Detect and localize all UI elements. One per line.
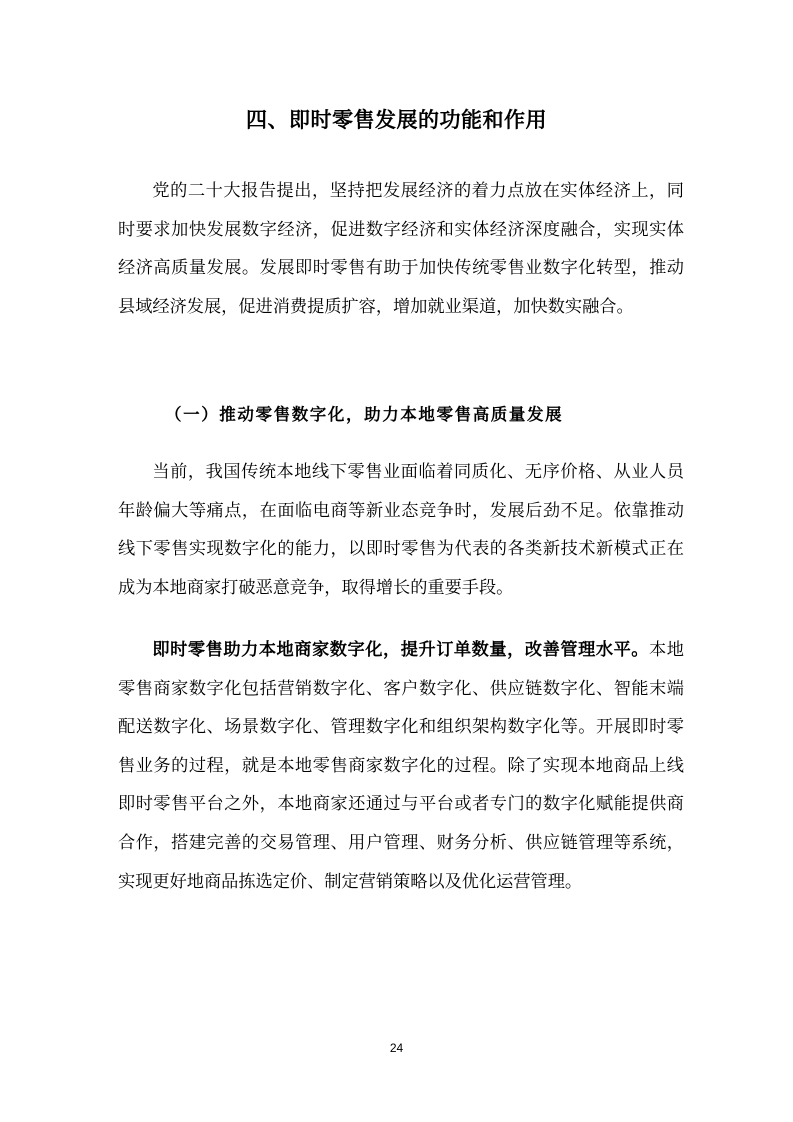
page-number: 24 — [389, 1041, 404, 1055]
digitalization-body-text: 本地零售商家数字化包括营销数字化、客户数字化、供应链数字化、智能末端配送数字化、场景数字化、管理数字化和组织架构数字化等。开展即时零售业务的过程，就是本地零售商家数字化的过程。除了实现本地商品上线即时零售平台之外，本地商家还通过与平台或者专门的数字化赋能提供商合作，搭建完善的交易管理、用户管理、财务分析、供应链管理等系统，实现更好地商品拣选定价、制定营销策略以及优化运营管理。 — [118, 640, 684, 892]
subsection-heading: （一）推动零售数字化，助力本地零售高质量发展 — [165, 405, 564, 424]
current-situation-paragraph: 当前，我国传统本地线下零售业面临着同质化、无序价格、从业人员年龄偏大等痛点，在面临电商等新业态竞争时，发展后劲不足。依靠推动线下零售实现数字化的能力，以即时零售为代表的各类新技术新模式正在成为本地商家打破恶意竞争，取得增长的重要手段。 — [118, 462, 684, 598]
digitalization-lead-sentence: 即时零售助力本地商家数字化，提升订单数量，改善管理水平。 — [152, 640, 650, 660]
section-heading: 四、即时零售发展的功能和作用 — [246, 108, 547, 132]
digitalization-paragraph — [118, 631, 684, 901]
intro-paragraph: 党的二十大报告提出，坚持把发展经济的着力点放在实体经济上，同时要求加快发展数字经济，促进数字经济和实体经济深度融合，实现实体经济高质量发展。发展即时零售有助于加快传统零售业数字化转型，推动县域经济发展，促进消费提质扩容，增加就业渠道，加快数实融合。 — [118, 181, 684, 317]
